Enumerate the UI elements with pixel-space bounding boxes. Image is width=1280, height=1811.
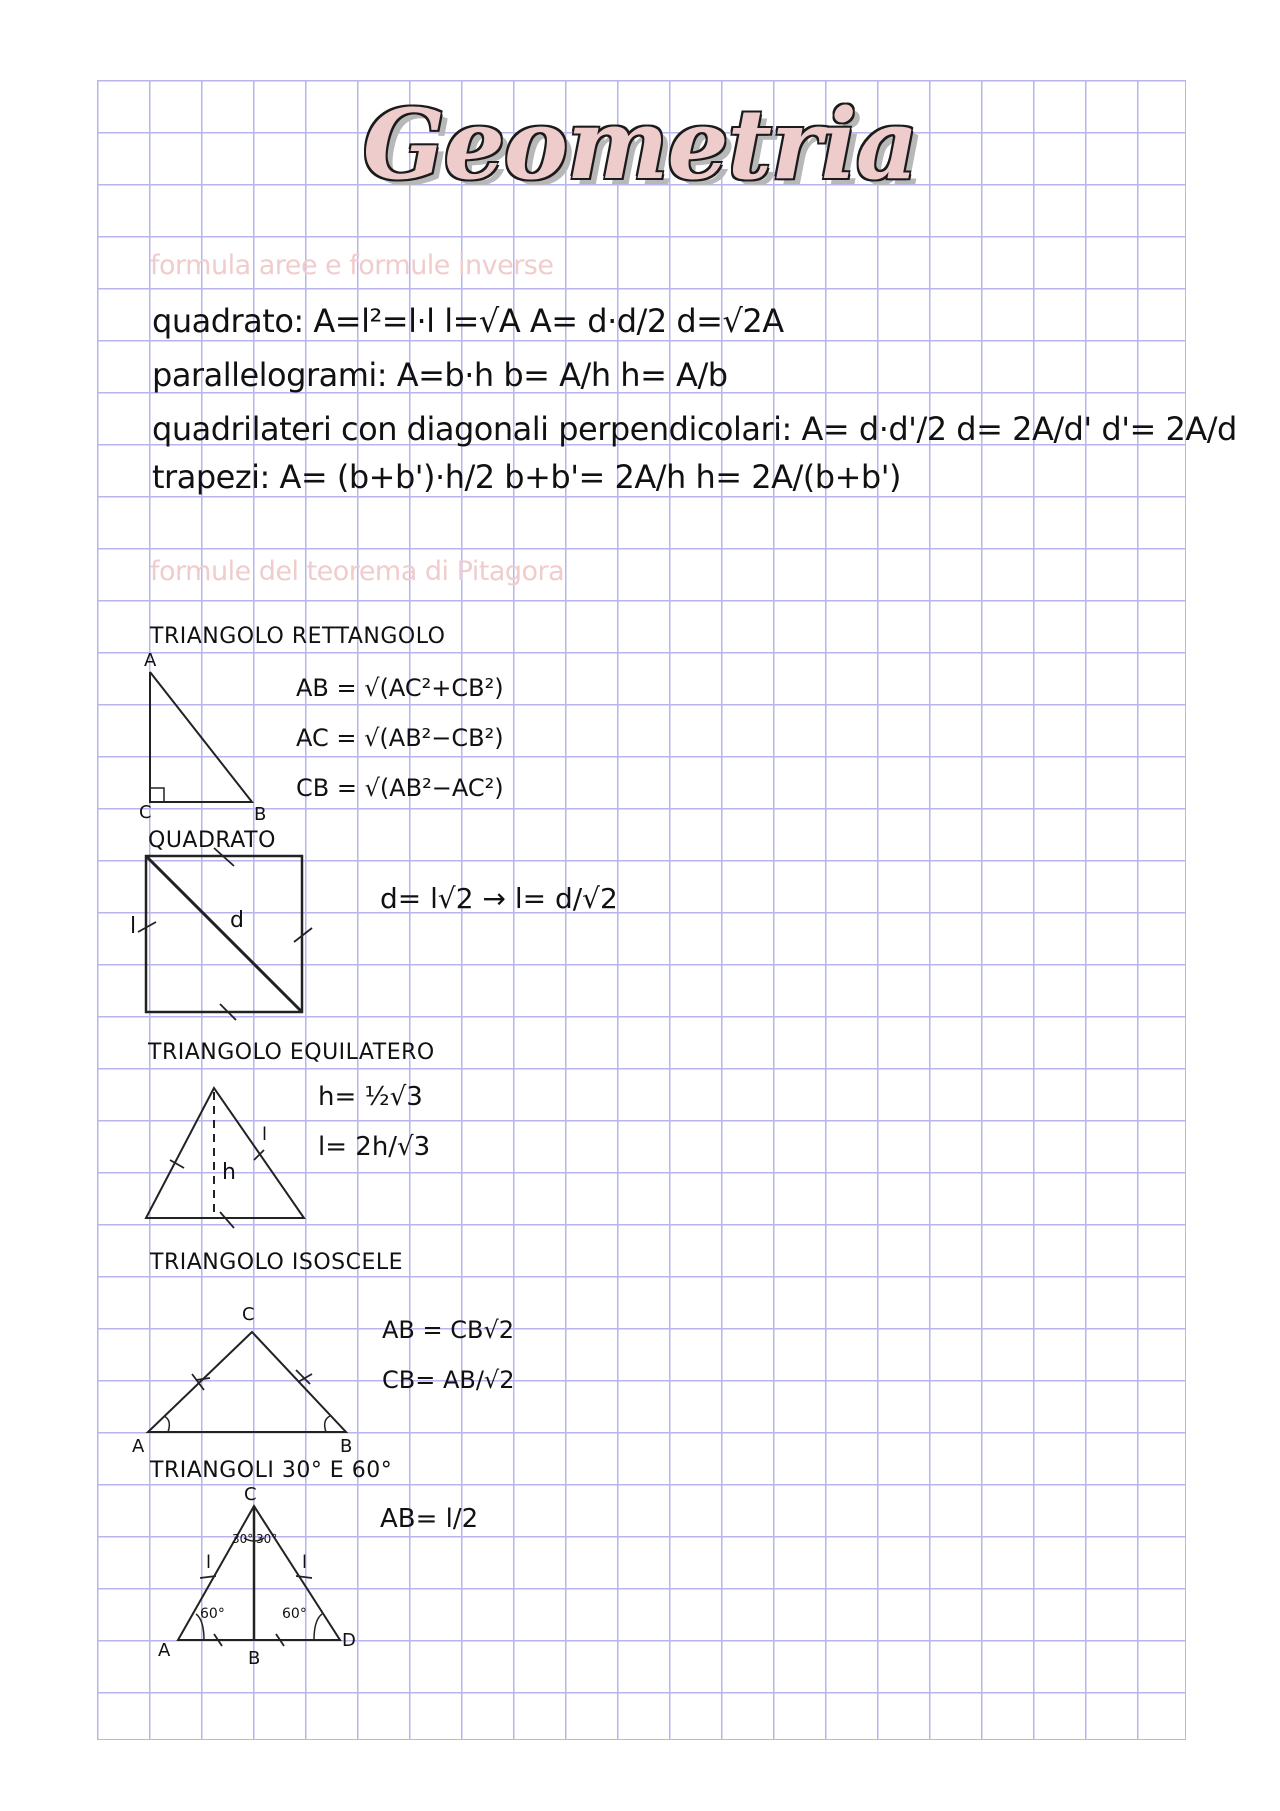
page-title: Geometria <box>362 88 918 201</box>
equilateral-side-label: l <box>262 1124 268 1145</box>
isosceles-formula-cb: CB= AB/√2 <box>382 1366 515 1394</box>
equilateral-formula-h: h= ½√3 <box>318 1082 423 1112</box>
right-triangle-formula-ac: AC = √(AB²−CB²) <box>296 724 504 752</box>
square-diagonal-label: d <box>230 908 244 933</box>
formula-line-parallelogram: parallelogrami: A=b·h b= A/h h= A/b <box>152 356 728 394</box>
t3060-angle-bottom-left: 60° <box>200 1606 225 1622</box>
t3060-vertex-a: A <box>158 1640 171 1661</box>
isosceles-vertex-a: A <box>132 1436 145 1457</box>
t3060-vertex-c: C <box>244 1484 257 1505</box>
right-triangle-caption: TRIANGOLO RETTANGOLO <box>150 624 446 649</box>
formula-line-quadrilateral: quadrilateri con diagonali perpendicolari: A= d·d'/2 d= 2A/d' d'= 2A/d <box>152 410 1237 448</box>
isosceles-caption: TRIANGOLO ISOSCELE <box>150 1250 404 1275</box>
t3060-angle-bottom-right: 60° <box>282 1606 307 1622</box>
isosceles-vertex-b: B <box>340 1436 353 1457</box>
vertex-b: B <box>254 804 267 825</box>
equilateral-formula-l: l= 2h/√3 <box>318 1132 431 1162</box>
square-formula: d= l√2 → l= d/√2 <box>380 882 618 915</box>
pythagoras-heading: formule del teorema di Pitagora <box>150 556 565 587</box>
vertex-a: A <box>144 650 157 671</box>
t3060-side-label-left: l <box>206 1552 212 1573</box>
t3060-vertex-b: B <box>248 1648 261 1669</box>
t3060-angle-top-right: 30° <box>256 1532 278 1546</box>
vertex-c: C <box>139 802 152 823</box>
formula-line-trapezoid: trapezi: A= (b+b')·h/2 b+b'= 2A/h h= 2A/(b+b') <box>152 458 901 496</box>
t3060-caption: TRIANGOLI 30° E 60° <box>150 1458 393 1483</box>
formula-line-square: quadrato: A=l²=l·l l=√A A= d·d/2 d=√2A <box>152 302 784 340</box>
isosceles-vertex-c: C <box>242 1304 255 1325</box>
right-triangle-formula-cb: CB = √(AB²−AC²) <box>296 774 504 802</box>
isosceles-formula-ab: AB = CB√2 <box>382 1316 515 1344</box>
equilateral-caption: TRIANGOLO EQUILATERO <box>148 1040 435 1065</box>
t3060-figure <box>0 0 1 1</box>
t3060-vertex-d: D <box>342 1630 356 1651</box>
t3060-formula: AB= l/2 <box>380 1504 479 1534</box>
areas-heading: formula aree e formule inverse <box>150 250 554 281</box>
right-triangle-formula-ab: AB = √(AC²+CB²) <box>296 674 504 702</box>
square-side-label: l <box>130 914 137 939</box>
t3060-side-label-right: l <box>302 1552 308 1573</box>
equilateral-height-label: h <box>222 1160 236 1185</box>
t3060-angle-top-left: 30° <box>232 1532 254 1546</box>
square-caption: QUADRATO <box>148 828 276 853</box>
